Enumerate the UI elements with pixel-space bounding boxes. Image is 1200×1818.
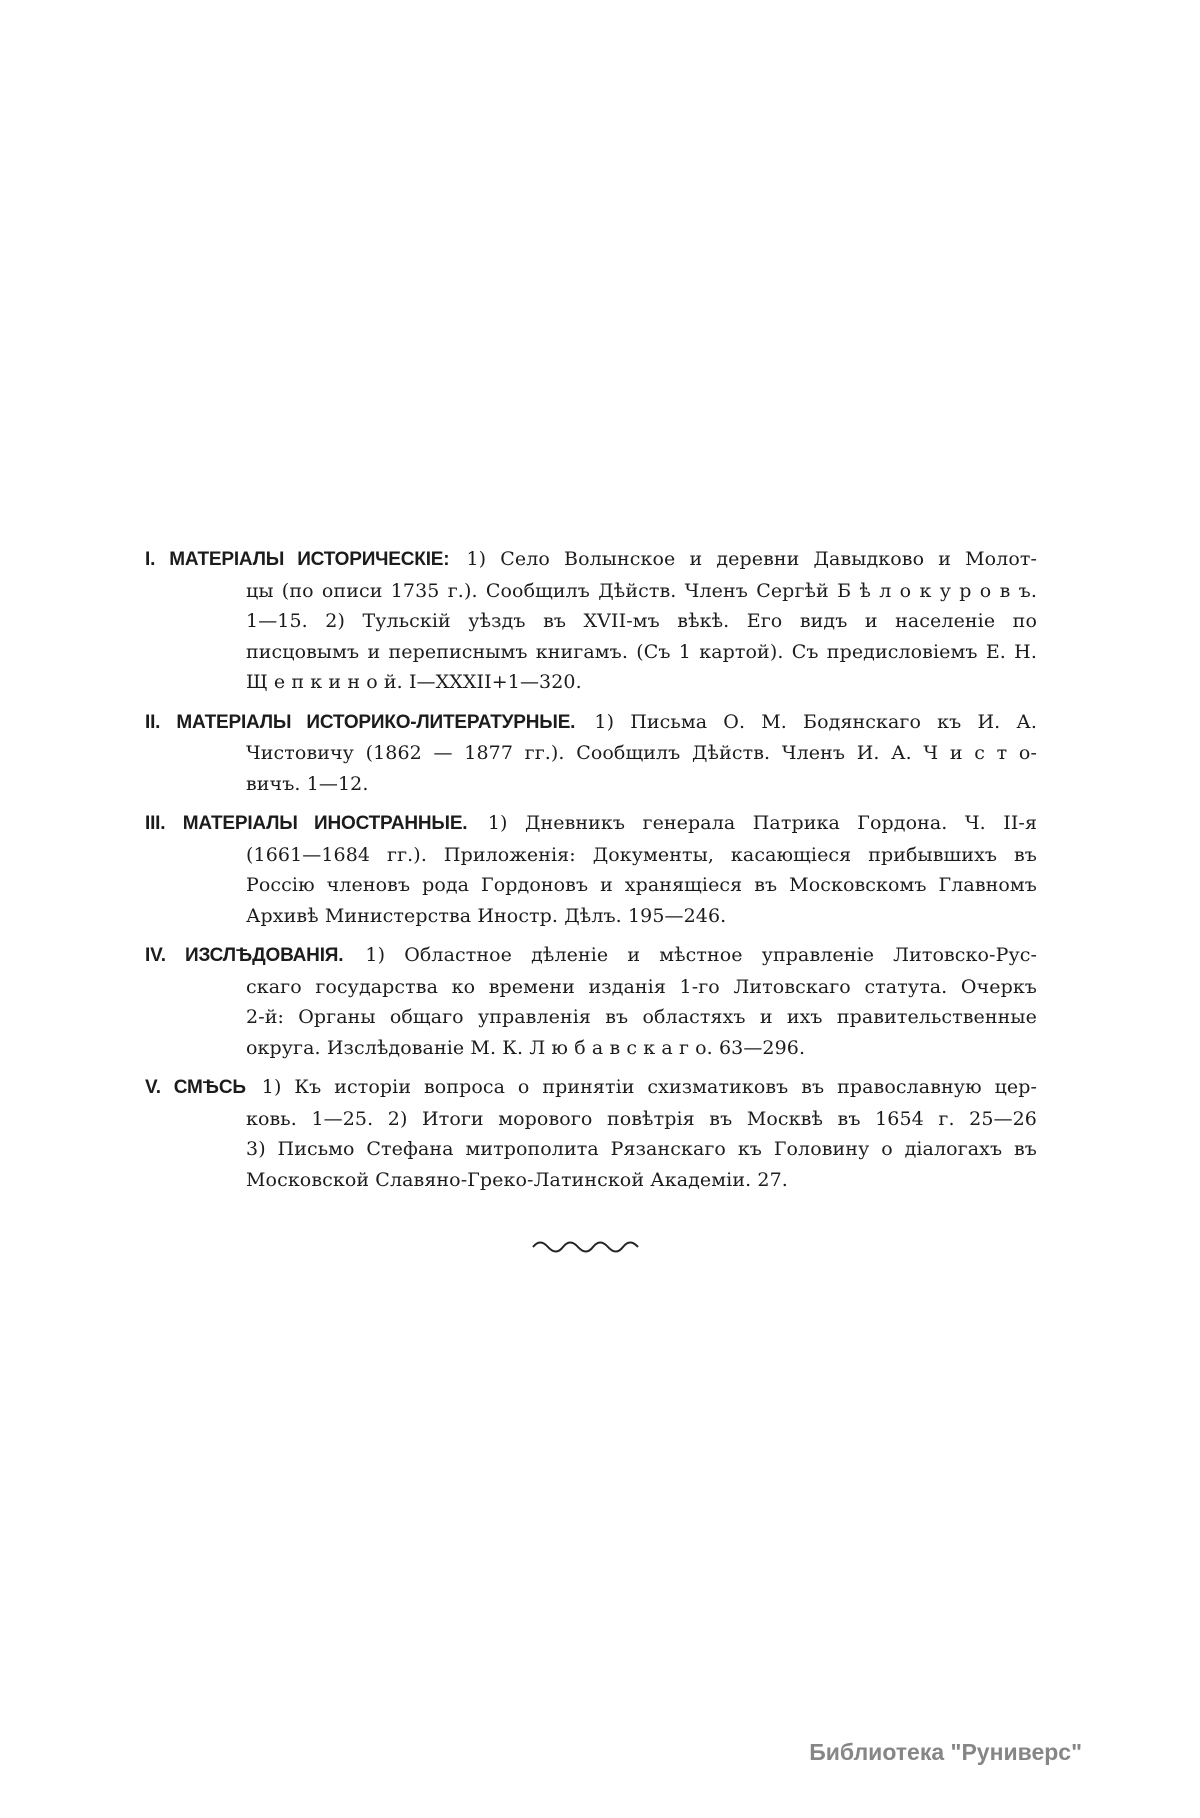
- toc-line: [145, 808, 1037, 840]
- toc-line: Россію членовъ рода Гордоновъ и хранящіеся въ Московскомъ Главномъ: [246, 874, 1037, 896]
- toc-line: Архивѣ Министерства Иностр. Дѣлъ. 195—246.: [246, 904, 727, 927]
- section-numeral: II.: [145, 711, 161, 733]
- section-heading: СМѢСЬ: [173, 1077, 246, 1098]
- table-of-contents: [145, 544, 1037, 1204]
- wavy-line-icon: [145, 1238, 1037, 1257]
- toc-line: писцовымъ и переписнымъ книгамъ. (Съ 1 картой). Съ предисловіемъ Е. Н.: [246, 640, 1037, 663]
- toc-line: [145, 1072, 1037, 1104]
- section-first-line-text: 1) Дневникъ генерала Патрика Гордона. Ч. II-я: [487, 812, 1038, 834]
- toc-line: вичъ. 1—12.: [246, 772, 369, 795]
- section-first-line-text: 1) Письма О. М. Бодянскаго къ И. А.: [594, 710, 1038, 733]
- section-first-line-text: 1) Областное дѣленіе и мѣстное управленіе Литовско-Рус-: [365, 944, 1037, 966]
- toc-line: Московской Славяно-Греко-Латинской Академіи. 27.: [246, 1168, 788, 1191]
- section-first-line-text: 1) Село Волынское и деревни Давыдково и Молот-: [466, 548, 1037, 570]
- toc-section-miscellany: [145, 1072, 1037, 1195]
- toc-line: цы (по описи 1735 г.). Сообщилъ Дѣйств. Членъ Сергѣй Б ѣ л о к у р о в ъ.: [246, 579, 1037, 602]
- section-numeral: IV.: [145, 945, 166, 966]
- toc-section-materials-historical: [145, 544, 1037, 698]
- section-first-line-text: 1) Къ исторіи вопроса о принятіи схизматиковъ въ православную цер-: [261, 1076, 1038, 1098]
- section-numeral: V.: [145, 1077, 161, 1098]
- section-heading: МАТЕРІАЛЫ ИСТОРИКО-ЛИТЕРАТУРНЫЕ.: [176, 711, 576, 733]
- section-numeral: I.: [145, 549, 156, 570]
- toc-line: [145, 707, 1037, 739]
- toc-line: 2-й: Органы общаго управленія въ областяхъ и ихъ правительственные: [246, 1006, 1037, 1028]
- section-numeral: III.: [145, 813, 166, 834]
- toc-line: [145, 940, 1037, 972]
- section-heading: ИЗСЛѢДОВАНІЯ.: [184, 945, 344, 966]
- toc-line: 3) Письмо Стефана митрополита Рязанскаго къ Головину о діалогахъ въ: [246, 1138, 1037, 1160]
- toc-section-materials-literary: [145, 707, 1037, 800]
- toc-line: скаго государства ко времени изданія 1-го Литовскаго статута. Очеркъ: [246, 975, 1037, 998]
- section-heading: МАТЕРІАЛЫ ИСТОРИЧЕСКІЕ:: [169, 549, 450, 570]
- toc-line: ковь. 1—25. 2) Итоги морового повѣтрія въ Москвѣ въ 1654 г. 25—26: [246, 1107, 1037, 1130]
- toc-line: [145, 544, 1037, 576]
- section-heading: МАТЕРІАЛЫ ИНОСТРАННЫЕ.: [182, 813, 468, 834]
- toc-section-researches: [145, 940, 1037, 1063]
- runivers-watermark: Библиотека "Руниверс": [809, 1739, 1082, 1765]
- toc-section-materials-foreign: [145, 808, 1037, 931]
- toc-line: (1661—1684 гг.). Приложенія: Документы, касающіеся прибывшихъ въ: [246, 843, 1037, 866]
- toc-line: округа. Изслѣдованіе М. К. Л ю б а в с к а г о. 63—296.: [246, 1036, 806, 1059]
- toc-line: Щ е п к и н о й. I—XXXII+1—320.: [246, 671, 582, 693]
- toc-line: Чистовичу (1862 — 1877 гг.). Сообщилъ Дѣйств. Членъ И. А. Ч и с т о-: [246, 742, 1037, 764]
- toc-line: 1—15. 2) Тульскій уѣздъ въ XVII-мъ вѣкѣ. Его видъ и населеніе по: [246, 610, 1037, 632]
